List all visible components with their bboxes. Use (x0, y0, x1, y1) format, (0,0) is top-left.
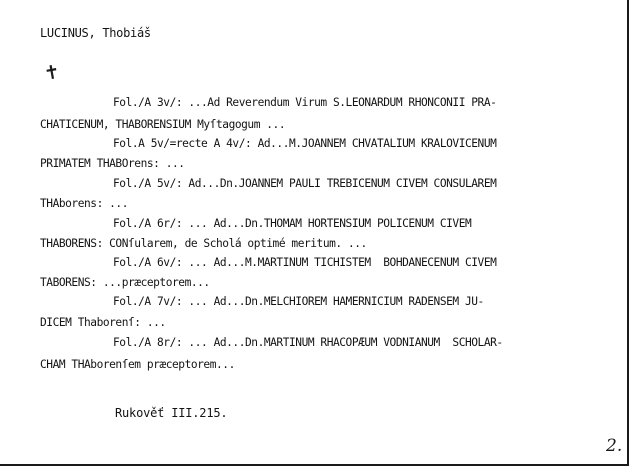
entry-line-8: THABORENS: CONſularem, de Scholá optimé meritum. ... (40, 237, 367, 250)
entry-line-11: Fol./A 7v/: ... Ad...Dn.MELCHIOREM HAMERNICIUM RADENSEM JU- (113, 295, 484, 308)
entry-line-9: Fol./A 6v/: ... Ad...M.MARTINUM TICHISTEM BOHDANECENUM CIVEM (113, 256, 497, 269)
entry-line-14: CHAM THAborenſem præceptorem... (40, 358, 235, 371)
card-heading: LUCINUS, Thobiáš (40, 26, 151, 40)
entry-line-13: Fol./A 8r/: ... Ad...Dn.MARTINUM RHACOPÆUM VODNIANUM SCHOLAR- (113, 336, 503, 349)
entry-line-10: TABORENS: ...præceptorem... (40, 276, 210, 289)
entry-line-7: Fol./A 6r/: ... Ad...Dn.THOMAM HORTENSIUM POLICENUM CIVEM (113, 217, 472, 230)
source-reference: Rukověť III.215. (115, 406, 228, 420)
entry-line-3: Fol.A 5v/=recte A 4v/: Ad...M.JOANNEM CHVATALIUM KRALOVICENUM (113, 137, 497, 150)
page-number: 2. (606, 436, 623, 456)
entry-line-12: DICEM Thaborenſ: ... (40, 316, 166, 329)
entry-line-5: Fol./A 5v/: Ad...Dn.JOANNEM PAULI TREBICENUM CIVEM CONSULAREM (113, 177, 497, 190)
entry-line-1: Fol./A 3v/: ...Ad Reverendum Virum S.LEONARDUM RHONCONII PRA- (113, 96, 497, 109)
cross-mark: ✝ (42, 60, 62, 86)
entry-line-6: THAborens: ... (40, 197, 128, 210)
entry-line-4: PRIMATEM THABOrens: ... (40, 157, 185, 170)
entry-line-2: CHATICENUM, THABORENSIUM Myſtagogum ... (40, 118, 286, 131)
